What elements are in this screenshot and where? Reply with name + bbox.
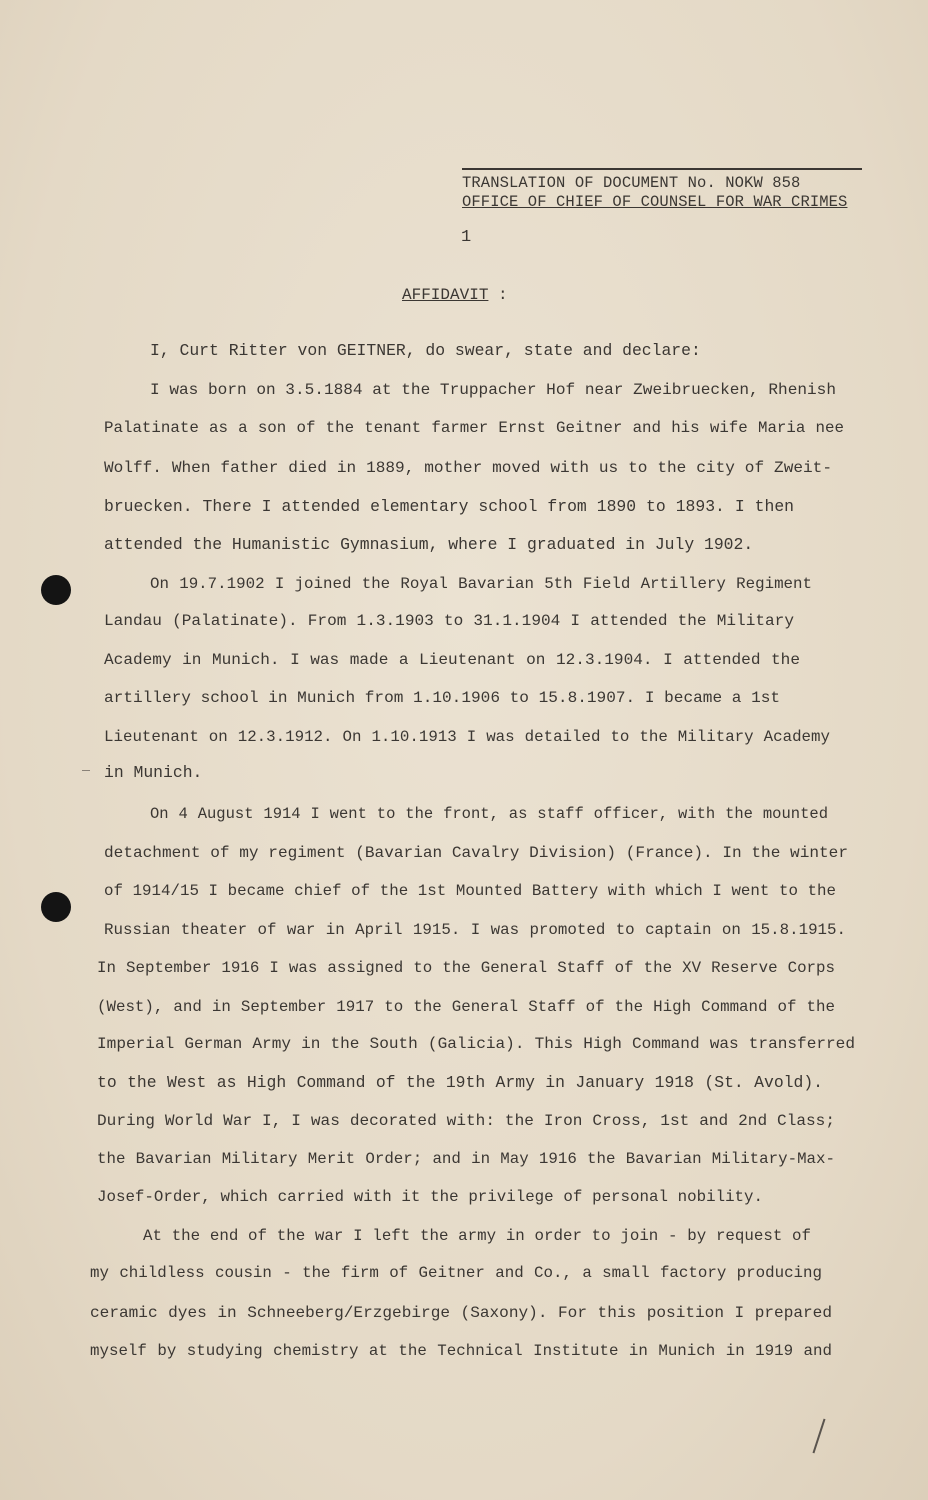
body-line: artillery school in Munich from 1.10.1906 to 15.8.1907. I became a 1st [104,689,781,707]
title-colon: : [498,286,508,304]
body-line: in Munich. [104,763,203,782]
body-line: attended the Humanistic Gymnasium, where I graduated in July 1902. [104,535,754,554]
body-line: Palatinate as a son of the tenant farmer Ernst Geitner and his wife Maria nee [104,419,844,437]
title-text: AFFIDAVIT [402,286,489,304]
body-line: On 19.7.1902 I joined the Royal Bavarian 5th Field Artillery Regiment [150,575,812,593]
page-number: 1 [461,228,472,247]
body-line: Russian theater of war in April 1915. I was promoted to captain on 15.8.1915. [104,921,846,939]
body-line: Wolff. When father died in 1889, mother moved with us to the city of Zweit- [104,459,832,477]
punch-hole-top [41,575,71,605]
body-line: Imperial German Army in the South (Galicia). This High Command was transferred [97,1035,855,1053]
pen-stroke [812,1419,825,1454]
body-line: Lieutenant on 12.3.1912. On 1.10.1913 I was detailed to the Military Academy [104,728,830,746]
punch-hole-bottom [41,892,71,922]
translation-line: TRANSLATION OF DOCUMENT No. NOKW 858 [462,174,801,192]
body-line: my childless cousin - the firm of Geitner and Co., a small factory producing [90,1264,822,1282]
body-line: the Bavarian Military Merit Order; and in May 1916 the Bavarian Military-Max- [97,1150,835,1168]
body-line: detachment of my regiment (Bavarian Cavalry Division) (France). In the winter [104,844,848,862]
document-header [462,168,862,212]
affidavit-title [402,286,508,304]
body-line: During World War I, I was decorated with: the Iron Cross, 1st and 2nd Class; [97,1112,835,1130]
body-line: I was born on 3.5.1884 at the Truppacher Hof near Zweibruecken, Rhenish [150,381,836,399]
stray-mark [82,770,90,771]
body-line: In September 1916 I was assigned to the General Staff of the XV Reserve Corps [97,959,835,977]
body-line: to the West as High Command of the 19th Army in January 1918 (St. Avold). [97,1073,823,1092]
body-line: myself by studying chemistry at the Technical Institute in Munich in 1919 and [90,1342,832,1360]
body-line: Landau (Palatinate). From 1.3.1903 to 31.1.1904 I attended the Military [104,612,794,630]
body-line: ceramic dyes in Schneeberg/Erzgebirge (Saxony). For this position I prepared [90,1304,832,1322]
body-line: Josef-Order, which carried with it the privilege of personal nobility. [97,1188,763,1206]
body-line: (West), and in September 1917 to the General Staff of the High Command of the [97,998,835,1016]
body-line: On 4 August 1914 I went to the front, as staff officer, with the mounted [150,805,828,823]
body-line: bruecken. There I attended elementary school from 1890 to 1893. I then [104,497,794,516]
body-line: At the end of the war I left the army in order to join - by request of [143,1227,811,1245]
office-line: OFFICE OF CHIEF OF COUNSEL FOR WAR CRIMES [462,193,848,211]
body-line: I, Curt Ritter von GEITNER, do swear, state and declare: [150,341,701,360]
body-line: of 1914/15 I became chief of the 1st Mounted Battery with which I went to the [104,882,836,900]
body-line: Academy in Munich. I was made a Lieutenant on 12.3.1904. I attended the [104,651,800,669]
